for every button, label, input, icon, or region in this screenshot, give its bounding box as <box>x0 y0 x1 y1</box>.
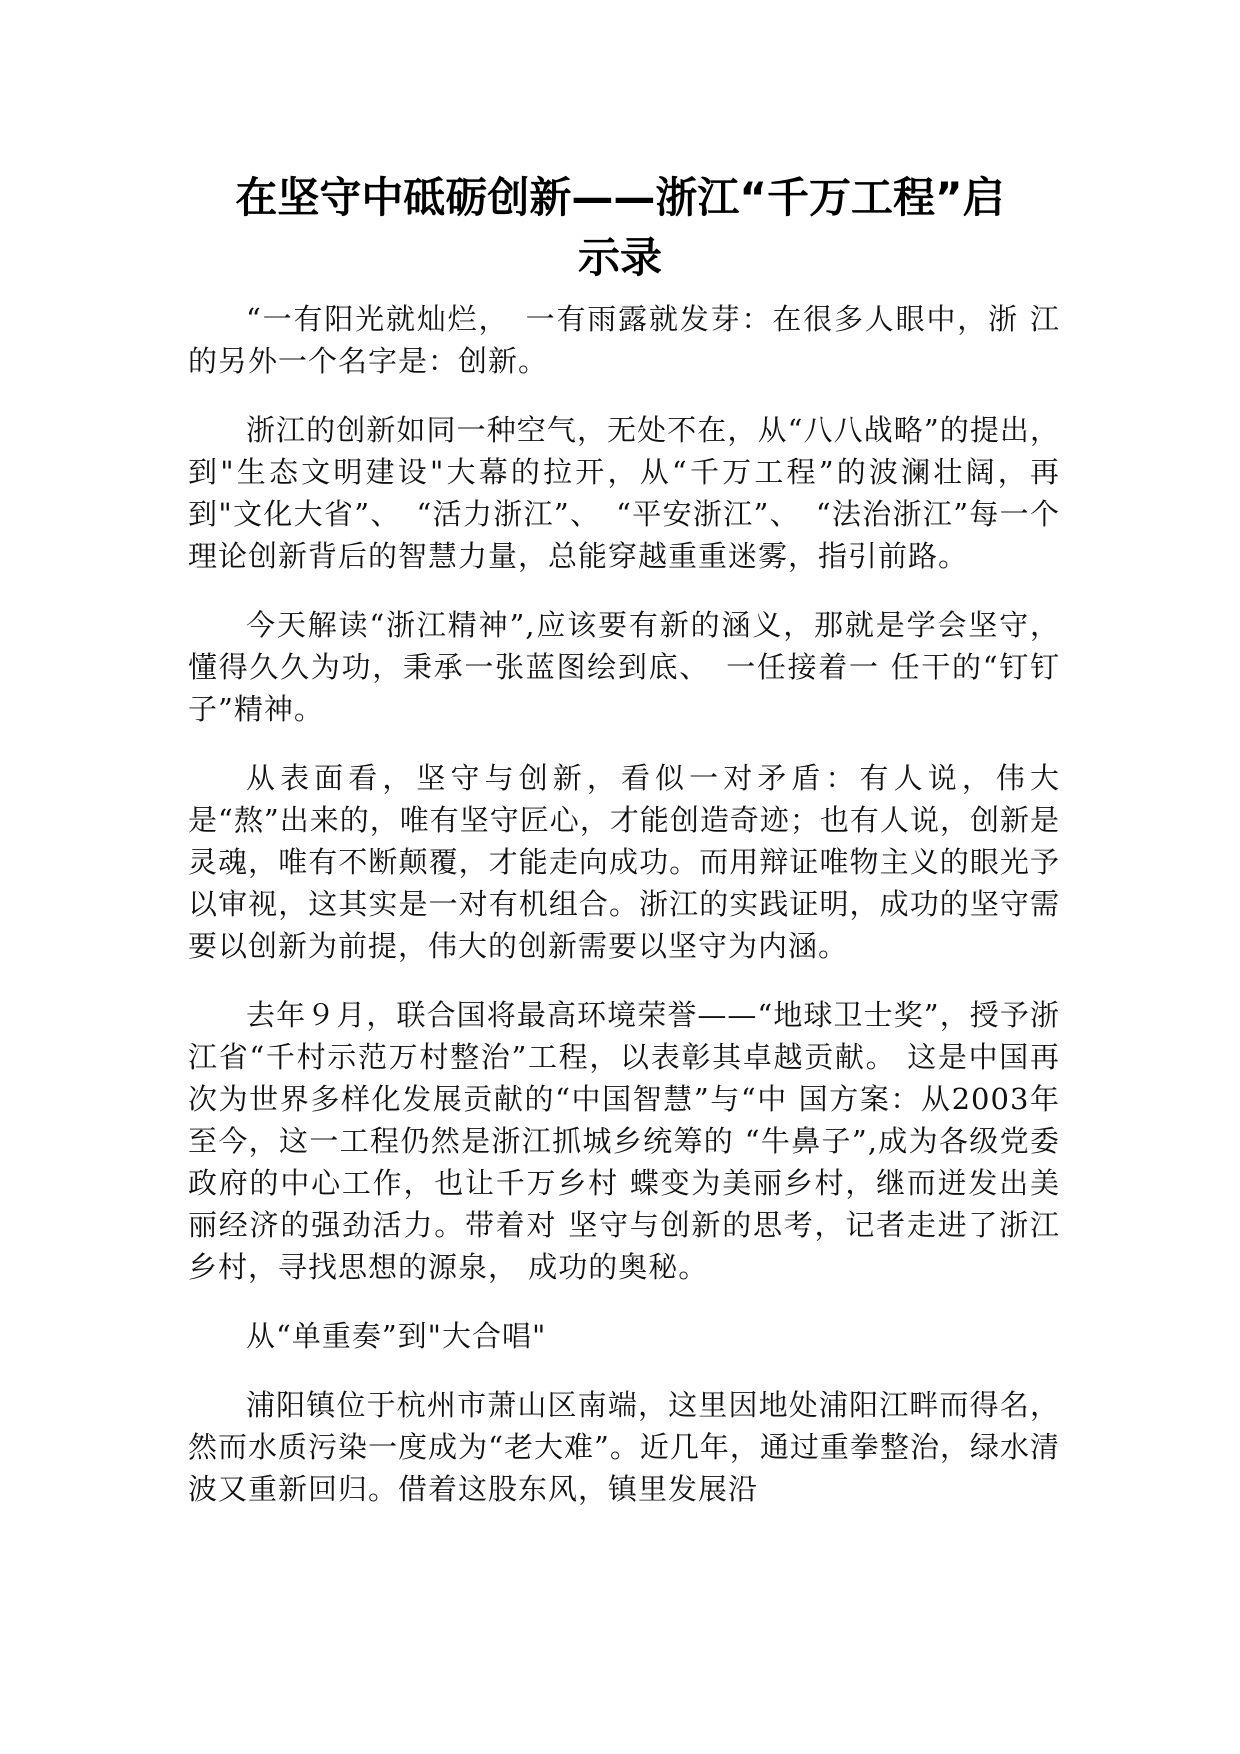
paragraph-intro: “一有阳光就灿烂， 一有雨露就发芽：在很多人眼中，浙 江的另外一个名字是：创新。 <box>188 302 1060 378</box>
document-title <box>170 168 1070 288</box>
paragraph-zhejiang-spirit: 今天解读“浙江精神”,应该要有新的涵义，那就是学会坚守，懂得久久为功，秉承一张蓝图绘到底、 一任接着一 任干的“钉钉子”精神。 <box>188 608 1060 726</box>
title-line-1: 在坚守中砥砺创新——浙江“千万工程”启 <box>235 173 1005 222</box>
paragraph-persistence: 从表面看，坚守与创新，看似一对矛盾：有人说，伟大是“熬”出来的，唯有坚守匠心，才能创造奇迹；也有人说，创新是灵魂，唯有不断颠覆，才能走向成功。而用辩证唯物主义的眼光予以审视，这其实是一对有机组合。浙江的实践证明，成功的坚守需要以创新为前提，伟大的创新需要以坚守为内涵。 <box>188 761 1060 963</box>
section-subheading: 从“单重奏”到"大合唱" <box>246 1319 547 1353</box>
document-body <box>188 298 1060 1537</box>
paragraph-puyang: 浦阳镇位于杭州市萧山区南端，这里因地处浦阳江畔而得名，然而水质污染一度成为“老大难”。近几年，通过重拳整治，绿水清波又重新回归。借着这股东风，镇里发展沿 <box>188 1388 1060 1506</box>
title-line-2: 示录 <box>577 233 662 282</box>
paragraph-innovation: 浙江的创新如同一种空气，无处不在，从“八八战略”的提出，到"生态文明建设"大幕的拉开，从“千万工程”的波澜壮阔，再到"文化大省”、 “活力浙江”、 “平安浙江”、 “法治浙江”每一个理论创新背后的智慧力量，总能穿越重重迷雾，指引前路。 <box>188 413 1060 573</box>
paragraph-un-award: 去年９月，联合国将最高环境荣誉——“地球卫士奖”，授予浙江省“千村示范万村整治”工程，以表彰其卓越贡献。 这是中国再次为世界多样化发展贡献的“中国智慧”与“中 国方案：从2003年至今，这一工程仍然是浙江抓城乡统筹的 “牛鼻子”,成为各级党委政府的中心工作，也让千万乡村 蝶变为美丽乡村，继而迸发出美丽经济的强劲活力。带着对 坚守与创新的思考，记者走进了浙江乡村，寻找思想的源泉， 成功的奥秘。 <box>188 998 1060 1284</box>
